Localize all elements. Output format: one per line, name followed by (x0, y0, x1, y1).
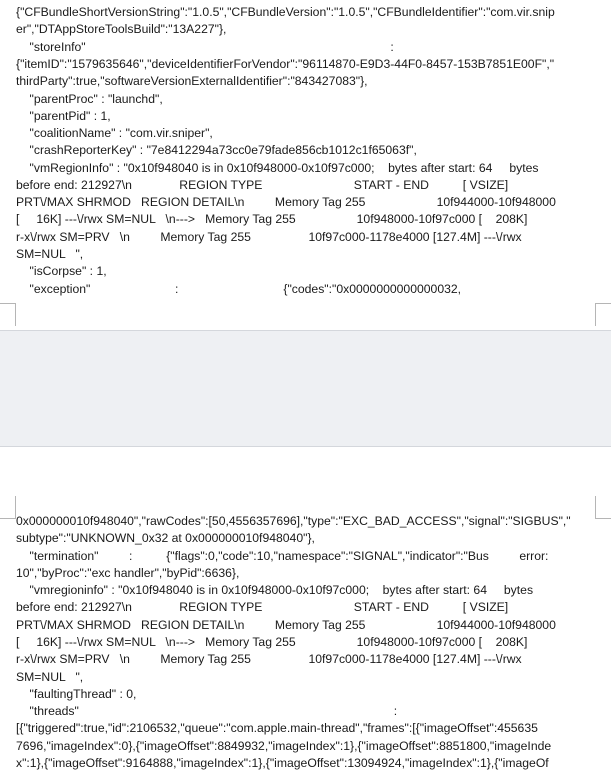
text-line: thirdParty":true,"softwareVersionExternalIdentifier":"843427083"}, (16, 74, 368, 88)
document-page-2 (0, 447, 611, 773)
text-line: "coalitionName" : "com.vir.sniper", (16, 126, 213, 140)
text-line: "storeInfo" : (16, 40, 394, 54)
text-line: PRT\/MAX SHRMOD REGION DETAIL\n Memory Tag 255 10f944000-10f948000 (16, 618, 556, 632)
text-line: r-x\/rwx SM=PRV \n Memory Tag 255 10f97c000-1178e4000 [127.4M] ---\/rwx (16, 230, 522, 244)
page-corner-mark-left (0, 496, 16, 519)
text-line: 0x000000010f948040","rawCodes":[50,4556357696],"type":"EXC_BAD_ACCESS","signal":"SIGBUS"," (16, 514, 571, 528)
page-corner-mark-right (595, 303, 611, 326)
text-line: SM=NUL ", (16, 247, 84, 261)
text-line: [{"triggered":true,"id":2106532,"queue":"com.apple.main-thread","frames":[{"imageOffset":455635 (16, 721, 538, 735)
text-line: before end: 212927\n REGION TYPE START - END [ VSIZE] (16, 600, 509, 614)
text-line: before end: 212927\n REGION TYPE START - END [ VSIZE] (16, 178, 509, 192)
text-line: "exception" : {"codes":"0x0000000000000032, (16, 282, 462, 296)
text-line: er","DTAppStoreToolsBuild":"13A227"}, (16, 22, 227, 36)
text-line: "parentPid" : 1, (16, 109, 111, 123)
text-line: {"CFBundleShortVersionString":"1.0.5","CFBundleVersion":"1.0.5","CFBundleIdentifier":"com.vir.snip (16, 5, 555, 19)
text-line: [ 16K] ---\/rwx SM=NUL \n---> Memory Tag 255 10f948000-10f97c000 [ 208K] (16, 635, 528, 649)
text-line: 7696,"imageIndex":0},{"imageOffset":8849932,"imageIndex":1},{"imageOffset":8851800,"imageInde (16, 739, 552, 753)
text-line: SM=NUL ", (16, 670, 84, 684)
page-corner-mark-right (595, 496, 611, 519)
text-line: "faultingThread" : 0, (16, 687, 137, 701)
page-corner-mark-left (0, 303, 16, 326)
text-line: x":1},{"imageOffset":9164888,"imageIndex":1},{"imageOffset":13094924,"imageIndex":1},{"imageOf (16, 756, 549, 770)
text-line: subtype":"UNKNOWN_0x32 at 0x000000010f948040"}, (16, 531, 315, 545)
text-line: "parentProc" : "launchd", (16, 92, 163, 106)
text-line: 10","byProc":"exc handler","byPid":6636}, (16, 566, 240, 580)
text-line: "vmRegionInfo" : "0x10f948040 is in 0x10f948000-0x10f97c000; bytes after start: 64 bytes (16, 161, 539, 175)
page-edge (0, 330, 611, 331)
text-line: PRT\/MAX SHRMOD REGION DETAIL\n Memory Tag 255 10f944000-10f948000 (16, 195, 556, 209)
text-line: {"itemID":"1579635646","deviceIdentifierForVendor":"96114870-E9D3-44F0-8457-153B7851E00F"," (16, 57, 555, 71)
text-line: [ 16K] ---\/rwx SM=NUL \n---> Memory Tag 255 10f948000-10f97c000 [ 208K] (16, 212, 528, 226)
document-page-1 (0, 0, 611, 330)
text-line: "termination" : {"flags":0,"code":10,"namespace":"SIGNAL","indicator":"Bus error: (16, 549, 549, 563)
text-line: "threads" : (16, 704, 398, 718)
page-break-gap (0, 330, 611, 447)
text-line: "crashReporterKey" : "7e8412294a73cc0e79fade856cb1012c1f65063f", (16, 143, 417, 157)
text-line: "isCorpse" : 1, (16, 264, 107, 278)
text-line: r-x\/rwx SM=PRV \n Memory Tag 255 10f97c000-1178e4000 [127.4M] ---\/rwx (16, 652, 522, 666)
text-line: "vmregioninfo" : "0x10f948040 is in 0x10f948000-0x10f97c000; bytes after start: 64 bytes (16, 583, 534, 597)
